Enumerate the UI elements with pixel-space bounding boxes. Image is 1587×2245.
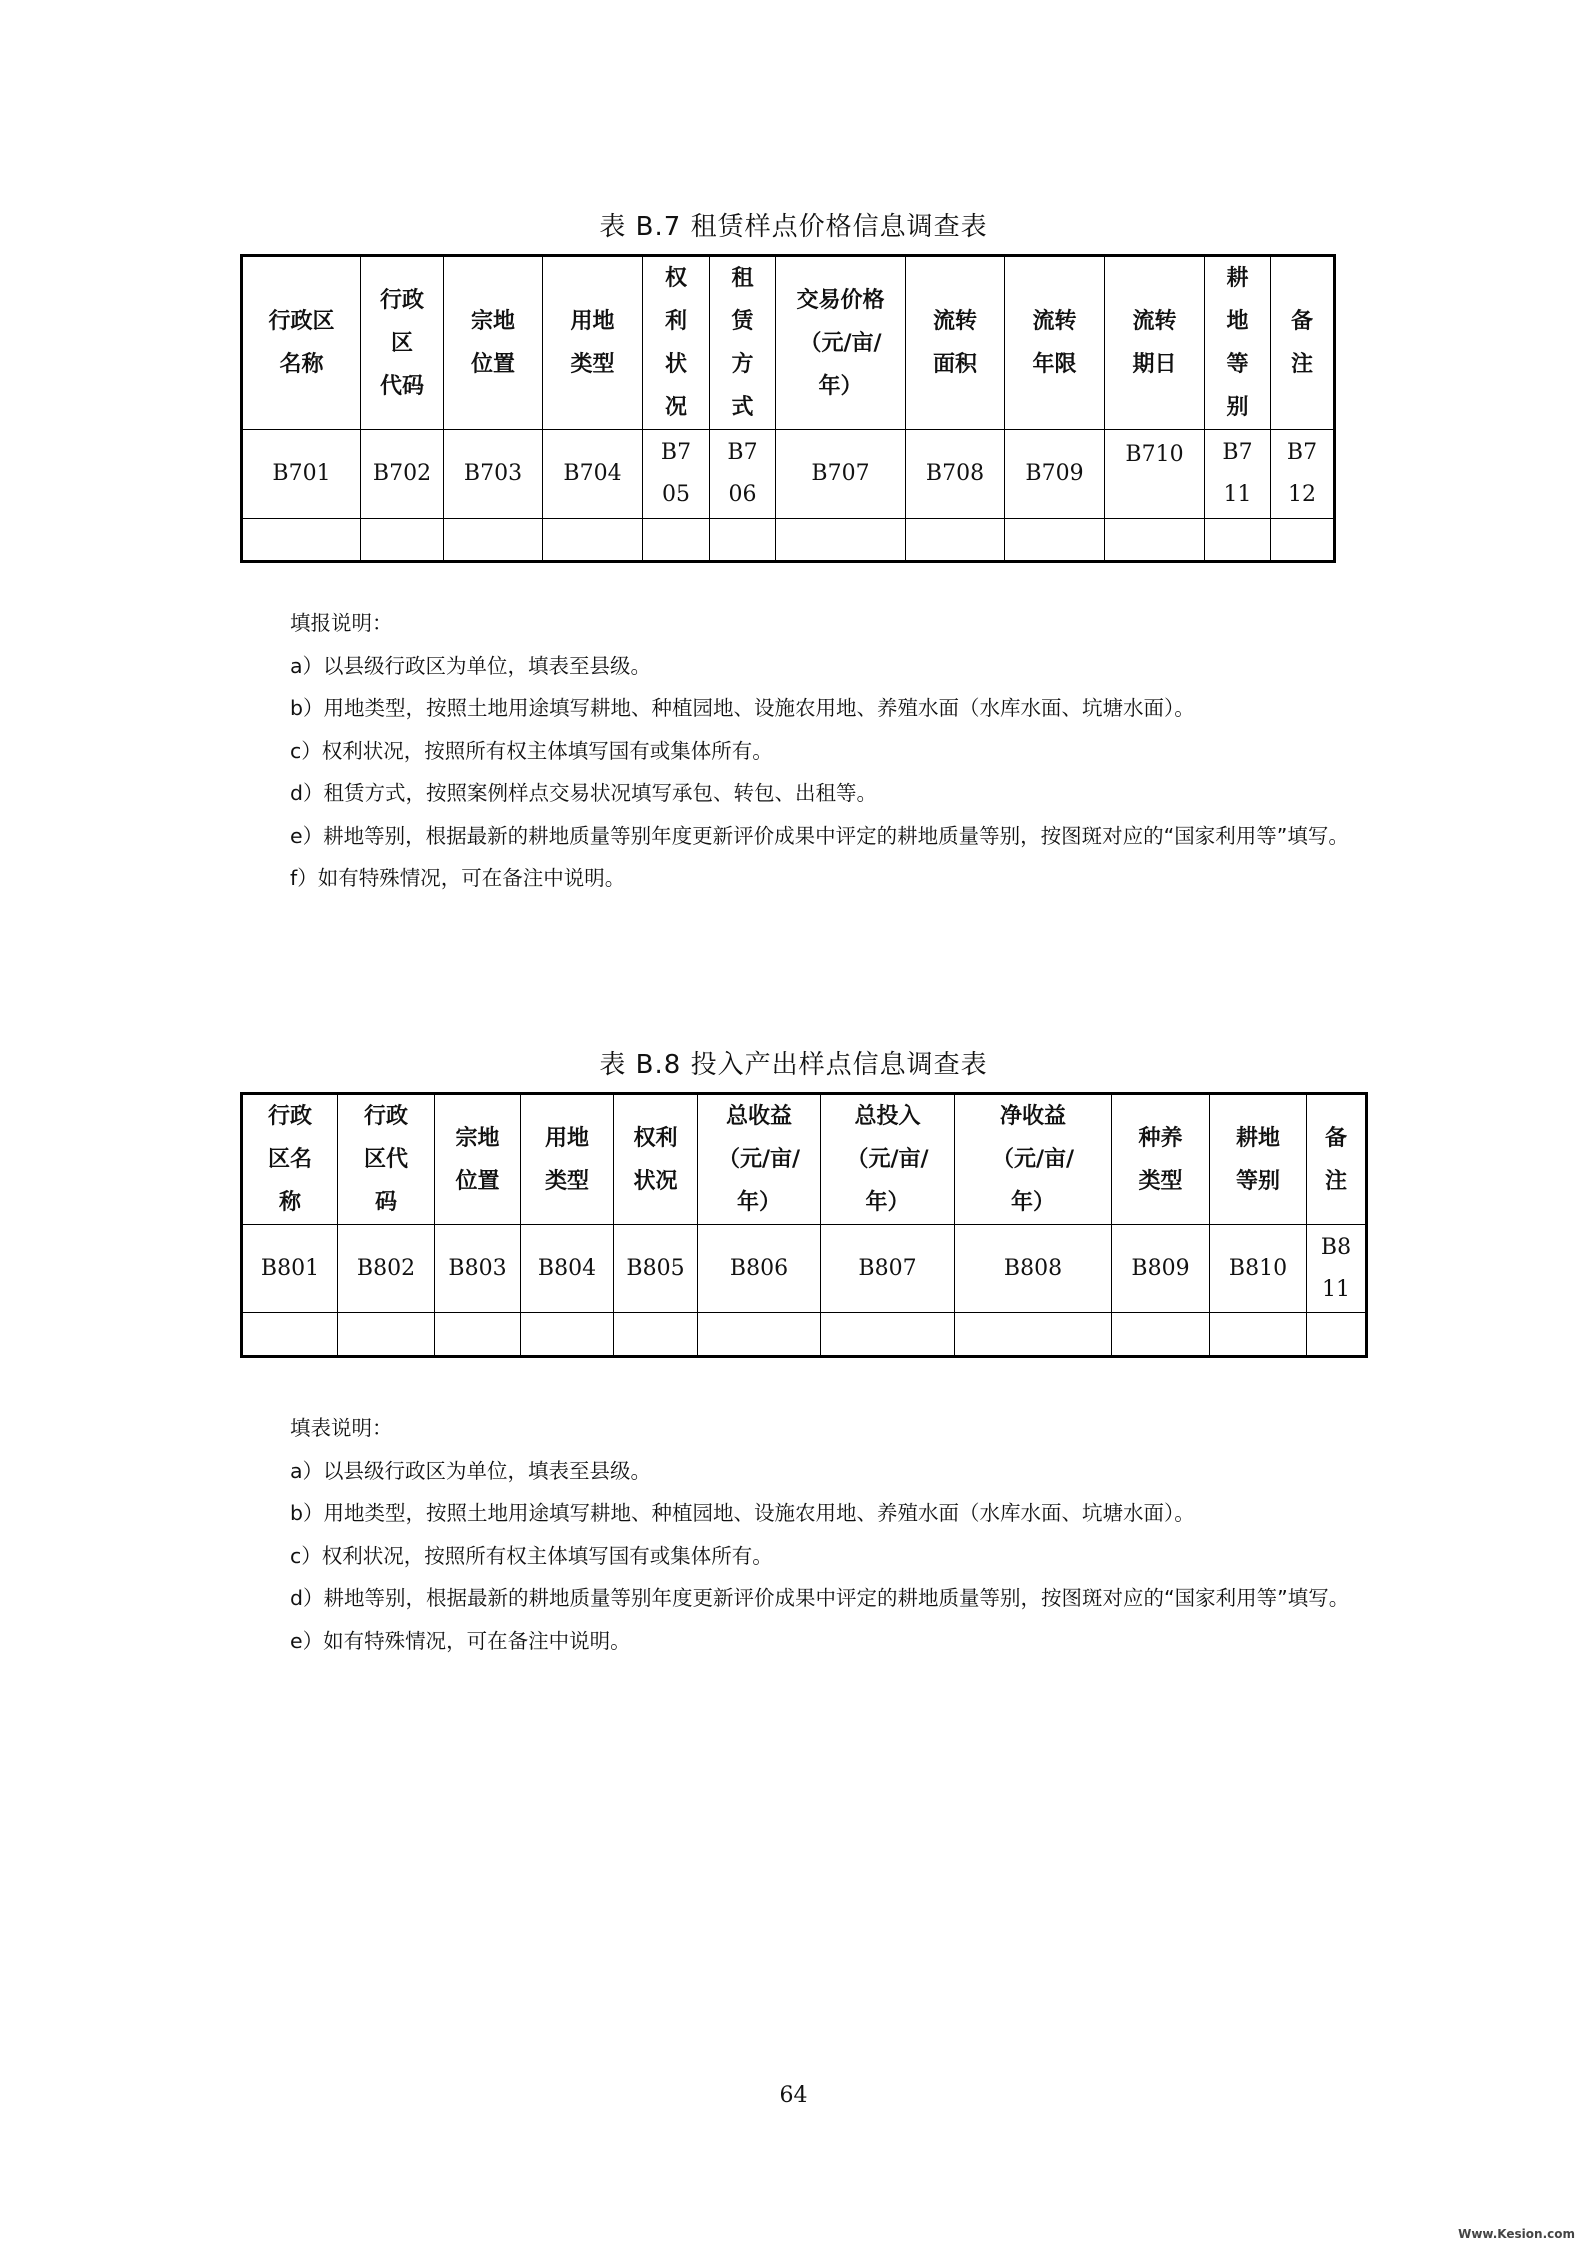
- empty-cell: [521, 1313, 614, 1357]
- empty-cell: [1005, 519, 1105, 562]
- code-cell: B8 11: [1307, 1225, 1367, 1313]
- empty-cell: [435, 1313, 521, 1357]
- empty-cell: [338, 1313, 435, 1357]
- note-item: b）用地类型，按照土地用途填写耕地、种植园地、设施农用地、养殖水面（水库水面、坑塘水面）。: [290, 696, 1195, 720]
- empty-cell: [444, 519, 543, 562]
- table-b8-header-row: [242, 1094, 1367, 1225]
- empty-cell: [955, 1313, 1112, 1357]
- header-cell: 租 赁 方 式: [710, 256, 776, 430]
- empty-cell: [776, 519, 906, 562]
- code-cell: B7 11: [1205, 430, 1271, 519]
- table-b7-title: 表 B.7 租赁样点价格信息调查表: [599, 212, 988, 242]
- note-item: c）权利状况，按照所有权主体填写国有或集体所有。: [290, 738, 773, 763]
- empty-cell: [543, 519, 643, 562]
- empty-cell: [1210, 1313, 1307, 1357]
- table-b8-empty-row: [242, 1313, 1367, 1357]
- code-cell: B702: [361, 430, 444, 519]
- header-cell: 种养 类型: [1112, 1094, 1210, 1225]
- header-cell: 总收益 （元/亩/ 年）: [698, 1094, 821, 1225]
- table-b7-header-row: [242, 256, 1335, 430]
- code-cell: B710: [1105, 430, 1205, 519]
- code-cell: B708: [906, 430, 1005, 519]
- note-item: a）以县级行政区为单位，填表至县级。: [290, 653, 652, 678]
- code-cell: B809: [1112, 1225, 1210, 1313]
- empty-cell: [698, 1313, 821, 1357]
- code-cell: B802: [338, 1225, 435, 1313]
- table-b8: [240, 1092, 1368, 1358]
- notes-b7: [241, 602, 1351, 900]
- code-cell: B704: [543, 430, 643, 519]
- empty-cell: [906, 519, 1005, 562]
- header-cell: 备 注: [1271, 256, 1335, 430]
- code-cell: B810: [1210, 1225, 1307, 1313]
- note-item: d）耕地等别，根据最新的耕地质量等别年度更新评价成果中评定的耕地质量等别，按图斑对应的“国家利用等”填写。: [290, 1586, 1350, 1610]
- code-cell: B805: [614, 1225, 698, 1313]
- header-cell: 交易价格 （元/亩/ 年）: [776, 256, 906, 430]
- page-number: 64: [779, 2083, 808, 2108]
- code-cell: B7 05: [643, 430, 710, 519]
- header-cell: 用地 类型: [521, 1094, 614, 1225]
- note-item: c）权利状况，按照所有权主体填写国有或集体所有。: [290, 1543, 773, 1568]
- note-item: e）耕地等别，根据最新的耕地质量等别年度更新评价成果中评定的耕地质量等别，按图斑对应的“国家利用等”填写。: [290, 823, 1349, 848]
- table-b8-code-row: [242, 1225, 1367, 1313]
- table-b7-empty-row: [242, 519, 1335, 562]
- empty-cell: [1307, 1313, 1367, 1357]
- note-item: f）如有特殊情况，可在备注中说明。: [290, 866, 626, 890]
- empty-cell: [361, 519, 444, 562]
- code-cell: B709: [1005, 430, 1105, 519]
- note-item: e）如有特殊情况，可在备注中说明。: [290, 1628, 631, 1653]
- notes-heading: 填报说明：: [290, 611, 393, 635]
- code-cell: B804: [521, 1225, 614, 1313]
- note-item: d）租赁方式，按照案例样点交易状况填写承包、转包、出租等。: [290, 781, 878, 805]
- header-cell: 行政区 名称: [242, 256, 361, 430]
- code-cell: B806: [698, 1225, 821, 1313]
- watermark-text: Www.Kesion.com: [1458, 2227, 1575, 2241]
- empty-cell: [1105, 519, 1205, 562]
- code-cell: B803: [435, 1225, 521, 1313]
- empty-cell: [643, 519, 710, 562]
- code-cell: B703: [444, 430, 543, 519]
- table-b7-code-row: [242, 430, 1335, 519]
- empty-cell: [242, 1313, 338, 1357]
- empty-cell: [1205, 519, 1271, 562]
- header-cell: 宗地 位置: [435, 1094, 521, 1225]
- table-b8-title: 表 B.8 投入产出样点信息调查表: [599, 1050, 988, 1080]
- note-item: b）用地类型，按照土地用途填写耕地、种植园地、设施农用地、养殖水面（水库水面、坑塘水面）。: [290, 1501, 1195, 1525]
- header-cell: 耕地 等别: [1210, 1094, 1307, 1225]
- code-cell: B707: [776, 430, 906, 519]
- table-b7: [240, 254, 1336, 563]
- header-cell: 备 注: [1307, 1094, 1367, 1225]
- header-cell: 行政 区代 码: [338, 1094, 435, 1225]
- header-cell: 耕 地 等 别: [1205, 256, 1271, 430]
- note-item: a）以县级行政区为单位，填表至县级。: [290, 1458, 652, 1483]
- header-cell: 流转 期日: [1105, 256, 1205, 430]
- header-cell: 行政 区 代码: [361, 256, 444, 430]
- header-cell: 流转 面积: [906, 256, 1005, 430]
- code-cell: B807: [821, 1225, 955, 1313]
- code-cell: B801: [242, 1225, 338, 1313]
- header-cell: 用地 类型: [543, 256, 643, 430]
- header-cell: 总投入 （元/亩/ 年）: [821, 1094, 955, 1225]
- header-cell: 行政 区名 称: [242, 1094, 338, 1225]
- empty-cell: [242, 519, 361, 562]
- empty-cell: [1112, 1313, 1210, 1357]
- empty-cell: [1271, 519, 1335, 562]
- header-cell: 权利 状况: [614, 1094, 698, 1225]
- empty-cell: [710, 519, 776, 562]
- notes-heading: 填表说明：: [290, 1416, 393, 1440]
- code-cell: B701: [242, 430, 361, 519]
- empty-cell: [821, 1313, 955, 1357]
- notes-b8: [241, 1407, 1351, 1662]
- header-cell: 净收益 （元/亩/ 年）: [955, 1094, 1112, 1225]
- code-cell: B808: [955, 1225, 1112, 1313]
- empty-cell: [614, 1313, 698, 1357]
- code-cell: B7 12: [1271, 430, 1335, 519]
- header-cell: 权 利 状 况: [643, 256, 710, 430]
- header-cell: 流转 年限: [1005, 256, 1105, 430]
- header-cell: 宗地 位置: [444, 256, 543, 430]
- code-cell: B7 06: [710, 430, 776, 519]
